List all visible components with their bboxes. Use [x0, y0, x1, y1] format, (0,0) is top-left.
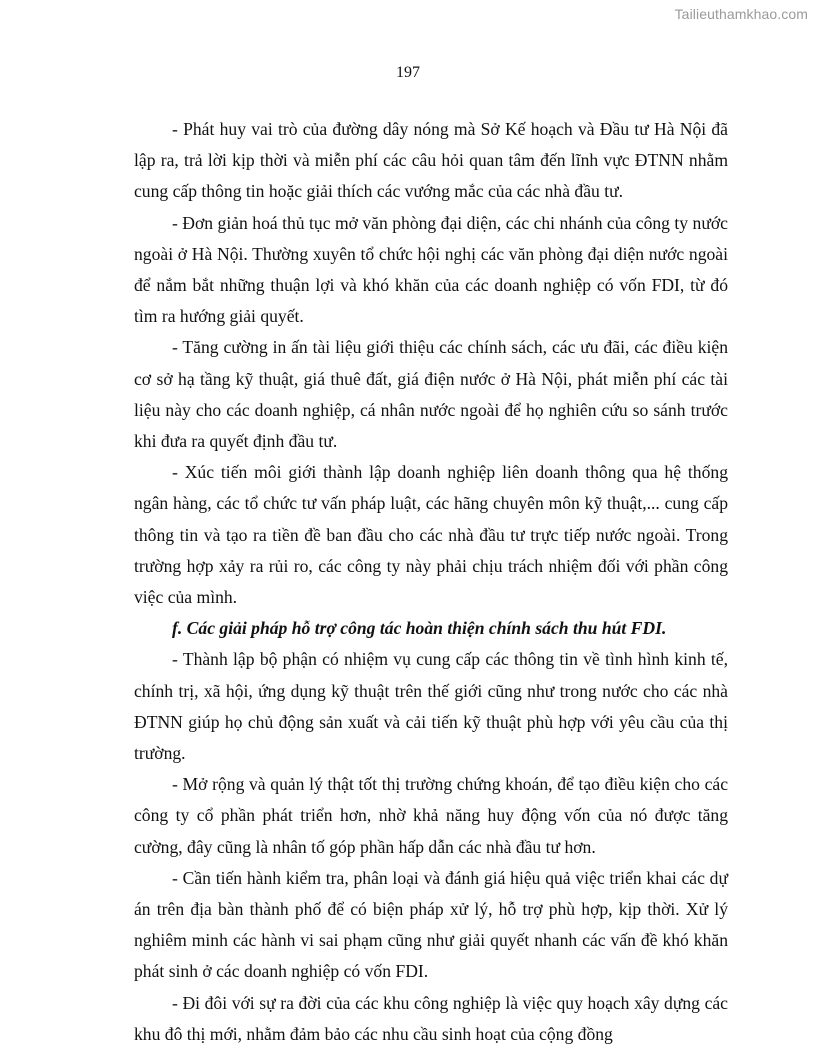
paragraph: - Tăng cường in ấn tài liệu giới thiệu các chính sách, các ưu đãi, các điều kiện cơ sở hạ tầng kỹ thuật, giá thuê đất, giá điện nước ở Hà Nội, phát miễn phí các tài liệu này cho các doanh nghiệp, cá nhân nước ngoài để họ nghiên cứu so sánh trước khi đưa ra quyết định đầu tư. [134, 337, 728, 452]
paragraph: - Phát huy vai trò của đường dây nóng mà Sở Kế hoạch và Đầu tư Hà Nội đã lập ra, trả lời kịp thời và miễn phí các câu hỏi quan tâm đến lĩnh vực ĐTNN nhằm cung cấp thông tin hoặc giải thích các vướng mắc của các nhà đầu tư. [134, 119, 728, 202]
paragraph: - Đi đôi với sự ra đời của các khu công nghiệp là việc quy hoạch xây dựng các khu đô thị mới, nhằm đảm bảo các nhu cầu sinh hoạt của cộng đồng [134, 992, 728, 1044]
page-number: 197 [396, 64, 420, 81]
paragraph: - Mở rộng và quản lý thật tốt thị trường chứng khoán, để tạo điều kiện cho các công ty cổ phần phát triển hơn, nhờ khả năng huy động vốn của nó được tăng cường, đây cũng là nhân tố góp phần hấp dẫn các nhà đầu tư hơn. [134, 774, 728, 857]
document-body [134, 114, 728, 1050]
paragraph: - Thành lập bộ phận có nhiệm vụ cung cấp các thông tin về tình hình kinh tế, chính trị, xã hội, ứng dụng kỹ thuật trên thế giới cũng như trong nước cho các nhà ĐTNN giúp họ chủ động sản xuất và cải tiến kỹ thuật phù hợp với yêu cầu của thị trường. [134, 649, 728, 764]
paragraph: - Cần tiến hành kiểm tra, phân loại và đánh giá hiệu quả việc triển khai các dự án trên địa bàn thành phố để có biện pháp xử lý, hỗ trợ phù hợp, kịp thời. Xử lý nghiêm minh các hành vi sai phạm cũng như giải quyết nhanh các vấn đề khó khăn phát sinh ở các doanh nghiệp có vốn FDI. [134, 867, 728, 982]
section-heading: f. Các giải pháp hỗ trợ công tác hoàn thiện chính sách thu hút FDI. [172, 618, 667, 639]
paragraph: - Đơn giản hoá thủ tục mở văn phòng đại diện, các chi nhánh của công ty nước ngoài ở Hà Nội. Thường xuyên tổ chức hội nghị các văn phòng đại diện nước ngoài để nắm bắt những thuận lợi và khó khăn của các doanh nghiệp có vốn FDI, từ đó tìm ra hướng giải quyết. [134, 212, 728, 327]
paragraph: - Xúc tiến môi giới thành lập doanh nghiệp liên doanh thông qua hệ thống ngân hàng, các tổ chức tư vấn pháp luật, các hãng chuyên môn kỹ thuật,... cung cấp thông tin và tạo ra tiền đề ban đầu cho các nhà đầu tư trực tiếp nước ngoài. Trong trường hợp xảy ra rủi ro, các công ty này phải chịu trách nhiệm đối với phần công việc của mình. [134, 462, 728, 608]
watermark-text: Tailieuthamkhao.com [674, 6, 808, 22]
